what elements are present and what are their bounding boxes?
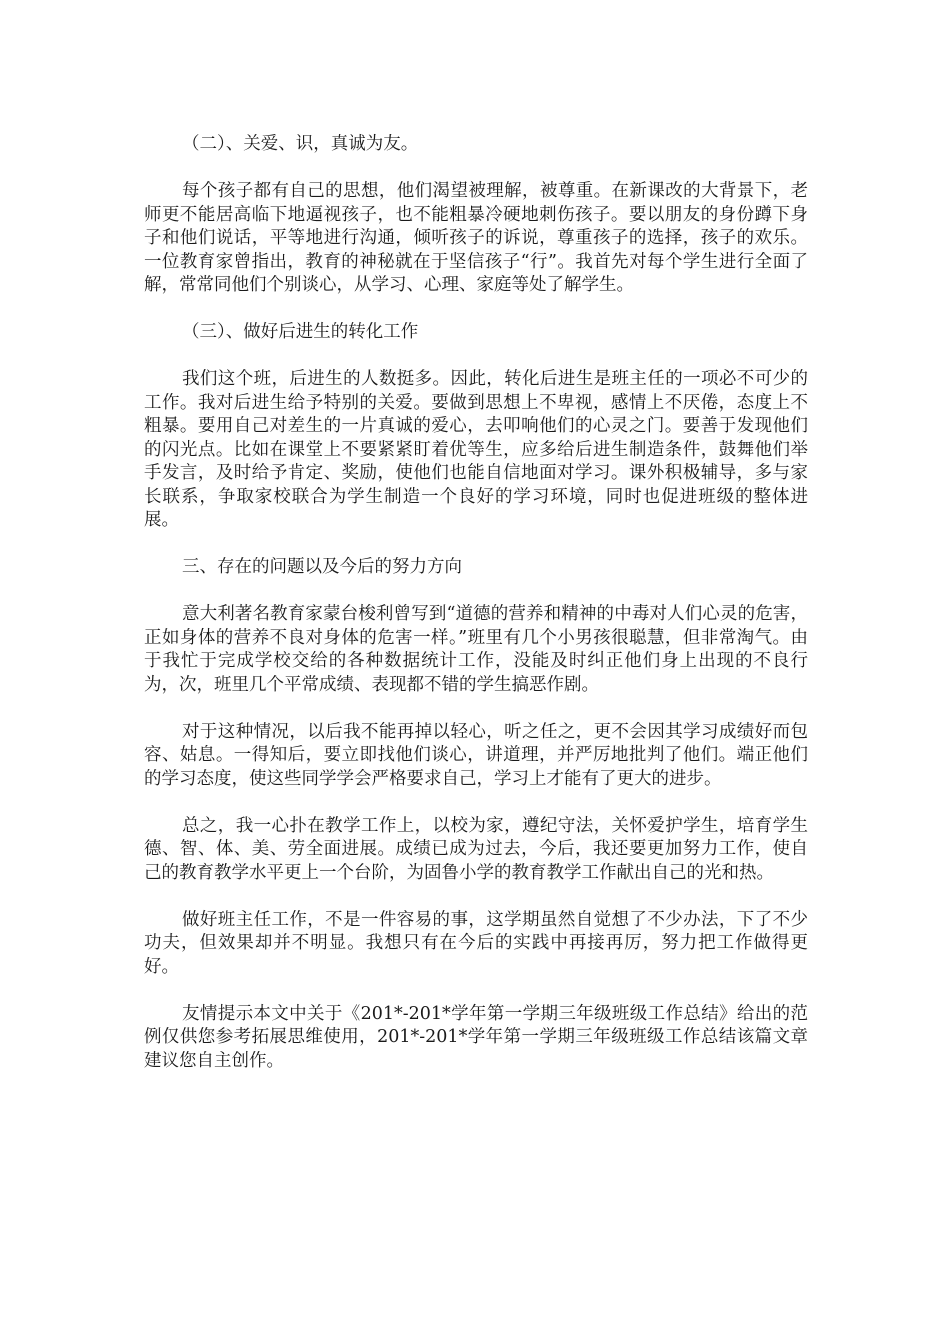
paragraph-conclusion: 做好班主任工作，不是一件容易的事，这学期虽然自觉想了不少办法，下了不少功夫，但效果却并不明显。我想只有在今后的实践中再接再厉，努力把工作做得更好。 xyxy=(144,909,808,977)
section-heading-struggling-students: （三）、做好后进生的转化工作 xyxy=(182,322,419,342)
paragraph-struggling-students: 我们这个班，后进生的人数挺多。因此，转化后进生是班主任的一项必不可少的工作。我对后进生给予特别的关爱。要做到思想上不卑视，感情上不厌倦，态度上不粗暴。要用自己对差生的一片真诚的爱心，去叩响他们的心灵之门。要善于发现他们的闪光点。比如在课堂上不要紧紧盯着优等生，应多给后进生制造条件，鼓舞他们举手发言，及时给予肯定、奖励，使他们也能自信地面对学习。课外积极辅导，多与家长联系，争取家校联合为学生制造一个良好的学习环境，同时也促进班级的整体进展。 xyxy=(144,369,808,530)
paragraph-montessori-quote: 意大利著名教育家蒙台梭利曾写到“道德的营养和精神的中毒对人们心灵的危害，正如身体的营养不良对身体的危害一样。”班里有几个小男孩很聪慧，但非常淘气。由于我忙于完成学校交给的各种数据统计工作，没能及时纠正他们身上出现的不良行为，次，班里几个平常成绩、表现都不错的学生搞恶作剧。 xyxy=(144,604,808,695)
paragraph-summary: 总之，我一心扑在教学工作上，以校为家，遵纪守法，关怀爱护学生，培育学生德、智、体、美、劳全面进展。成绩已成为过去，今后，我还要更加努力工作，使自己的教育教学水平更上一个台阶，为固鲁小学的教育教学工作献出自己的光和热。 xyxy=(144,815,808,883)
section-heading-problems-direction: 三、存在的问题以及今后的努力方向 xyxy=(182,557,462,577)
paragraph-respect-children: 每个孩子都有自己的思想，他们渴望被理解，被尊重。在新课改的大背景下，老师更不能居高临下地逼视孩子，也不能粗暴冷硬地刺伤孩子。要以朋友的身份蹲下身子和他们说话，平等地进行沟通，倾听孩子的诉说，尊重孩子的选择，孩子的欢乐。一位教育家曾指出，教育的神秘就在于坚信孩子“行”。我首先对每个学生进行全面了解，常常同他们个别谈心，从学习、心理、家庭等处了解学生。 xyxy=(144,181,808,295)
paragraph-response: 对于这种情况，以后我不能再掉以轻心，听之任之，更不会因其学习成绩好而包容、姑息。一得知后，要立即找他们谈心，讲道理，并严厉地批判了他们。端正他们的学习态度，使这些同学学会严格要求自己，学习上才能有了更大的进步。 xyxy=(144,721,808,789)
paragraph-notice: 友情提示本文中关于《201*-201*学年第一学期三年级班级工作总结》给出的范例仅供您参考拓展思维使用，201*-201*学年第一学期三年级班级工作总结该篇文章建议您自主创作。 xyxy=(144,1003,808,1071)
section-heading-care: （二）、关爱、识，真诚为友。 xyxy=(182,134,419,154)
document-body xyxy=(144,133,808,1097)
